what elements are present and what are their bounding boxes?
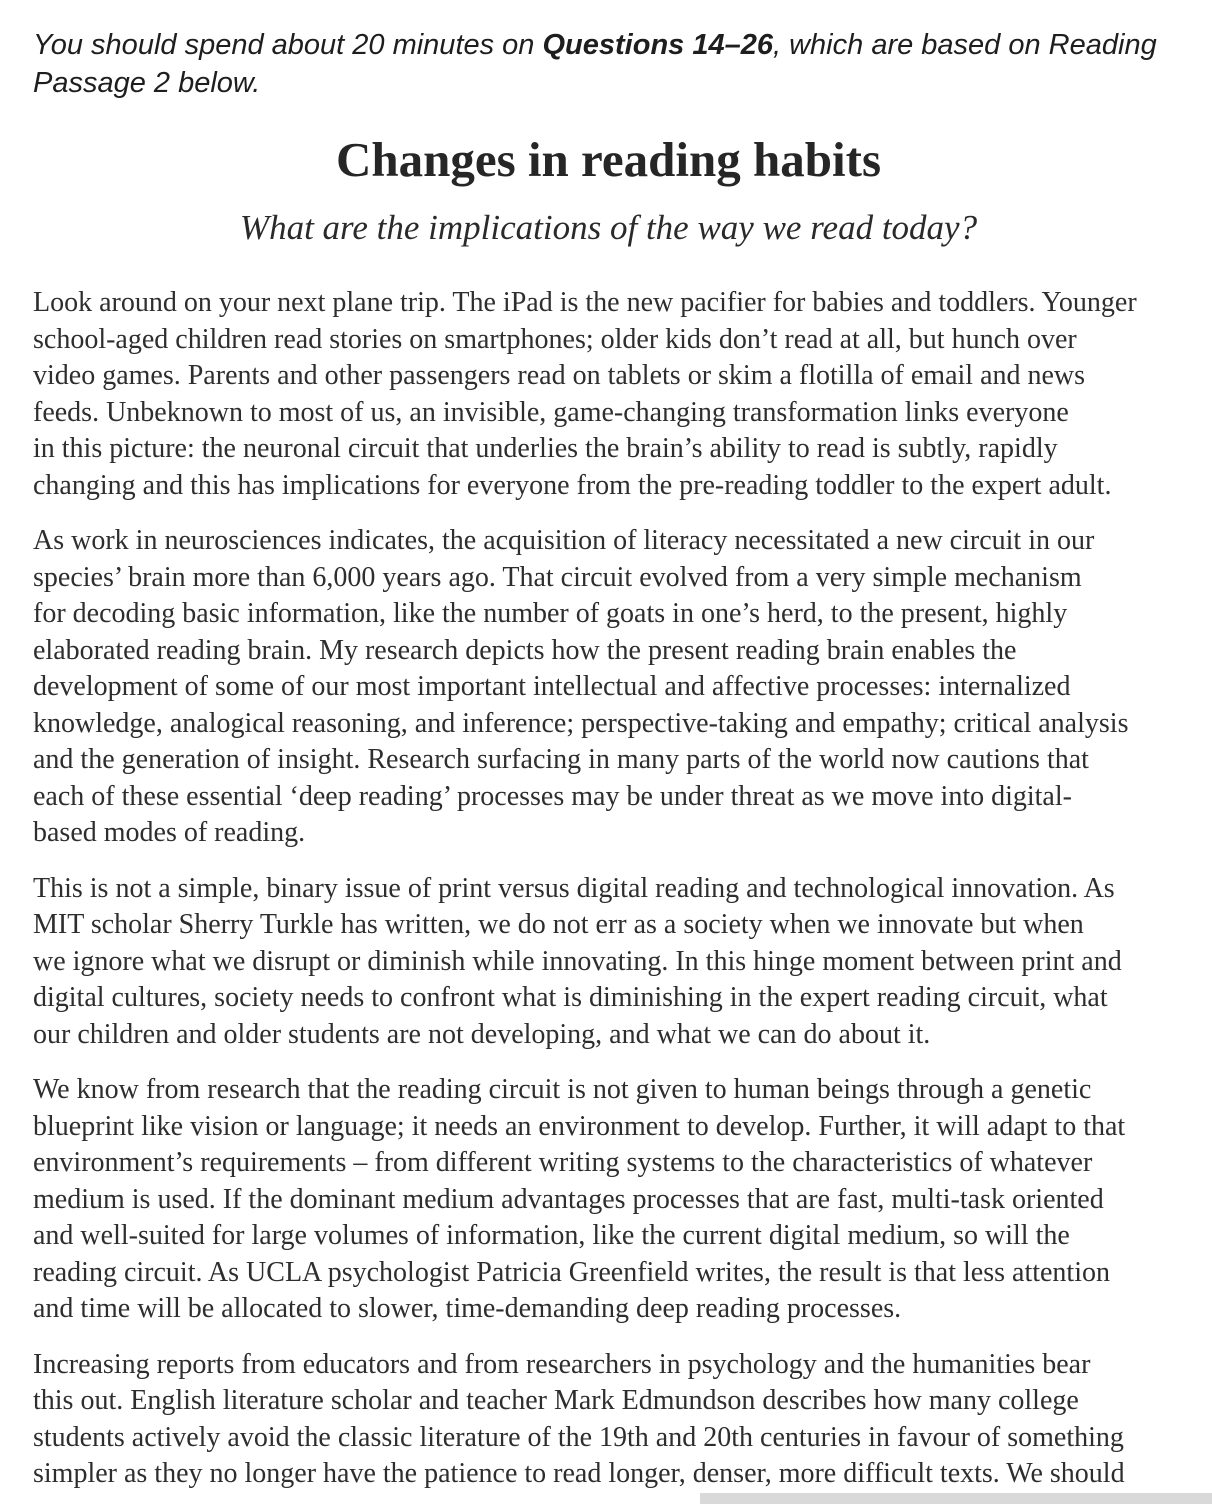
text-line: medium is used. If the dominant medium advantages processes that are fast, multi-task oriented — [33, 1183, 1104, 1215]
text-line: Look around on your next plane trip. The iPad is the new pacifier for babies and toddlers. Younger — [33, 287, 1137, 318]
paragraph-1 — [33, 285, 1184, 504]
text-line: feeds. Unbeknown to most of us, an invisible, game-changing transformation links everyone — [33, 396, 1069, 428]
text-line: development of some of our most important intellectual and affective processes: internalized — [33, 671, 1071, 702]
text-line: MIT scholar Sherry Turkle has written, we do not err as a society when we innovate but when — [33, 909, 1084, 940]
paragraph-3 — [33, 871, 1184, 1054]
instruction-suffix: , which are based on Reading — [773, 29, 1157, 61]
text-line: we ignore what we disrupt or diminish while innovating. In this hinge moment between print and — [33, 945, 1122, 977]
instruction-line-1 — [33, 29, 1157, 61]
passage-title: Changes in reading habits — [335, 132, 882, 187]
text-line: and well-suited for large volumes of information, like the current digital medium, so will the — [33, 1220, 1070, 1251]
paragraph-2 — [33, 523, 1184, 852]
text-line: knowledge, analogical reasoning, and inference; perspective-taking and empathy; critical analysis — [33, 707, 1129, 739]
passage-body — [33, 285, 1184, 1493]
text-line: simpler as they no longer have the patience to read longer, denser, more difficult texts. We should — [33, 1458, 1125, 1489]
text-line: environment’s requirements – from different writing systems to the characteristics of whatever — [33, 1147, 1093, 1178]
text-line: reading circuit. As UCLA psychologist Patricia Greenfield writes, the result is that less attention — [33, 1256, 1110, 1288]
text-line: digital cultures, society needs to confront what is diminishing in the expert reading circuit, what — [33, 982, 1108, 1013]
questions-range: Questions 14–26 — [542, 29, 773, 61]
passage-subtitle: What are the implications of the way we read today? — [239, 208, 978, 247]
text-line: school-aged children read stories on smartphones; older kids don’t read at all, but hunch over — [33, 323, 1077, 355]
scan-artifact-bar — [700, 1493, 1212, 1504]
text-line: As work in neurosciences indicates, the acquisition of literacy necessitated a new circuit in our — [33, 525, 1095, 556]
paragraph-5 — [33, 1347, 1184, 1493]
text-line: and time will be allocated to slower, time-demanding deep reading processes. — [33, 1293, 902, 1324]
instruction-prefix: You should spend about 20 minutes on — [33, 29, 543, 61]
text-line: in this picture: the neuronal circuit that underlies the brain’s ability to read is subtly, rapidly — [33, 433, 1058, 464]
timing-instruction — [33, 26, 1184, 102]
text-line: elaborated reading brain. My research depicts how the present reading brain enables the — [33, 634, 1017, 666]
text-line: species’ brain more than 6,000 years ago. That circuit evolved from a very simple mechanism — [33, 561, 1082, 593]
text-line: each of these essential ‘deep reading’ processes may be under threat as we move into digital- — [33, 780, 1072, 812]
text-line: We know from research that the reading circuit is not given to human beings through a genetic — [33, 1074, 1092, 1105]
text-line: video games. Parents and other passengers read on tablets or skim a flotilla of email and news — [33, 360, 1086, 391]
text-line: based modes of reading. — [33, 817, 306, 848]
text-line: Increasing reports from educators and from researchers in psychology and the humanities bear — [33, 1348, 1091, 1380]
text-line: This is not a simple, binary issue of print versus digital reading and technological innovation. As — [33, 872, 1115, 904]
paragraph-4 — [33, 1072, 1184, 1328]
text-line: for decoding basic information, like the number of goats in one’s herd, to the present, highly — [33, 598, 1068, 629]
instruction-line-2: Passage 2 below. — [33, 67, 261, 99]
text-line: changing and this has implications for everyone from the pre-reading toddler to the expert adult. — [33, 469, 1112, 501]
text-line: this out. English literature scholar and teacher Mark Edmundson describes how many college — [33, 1385, 1079, 1416]
text-line: our children and older students are not developing, and what we can do about it. — [33, 1018, 931, 1050]
text-line: students actively avoid the classic literature of the 19th and 20th centuries in favour of something — [33, 1421, 1124, 1453]
text-line: blueprint like vision or language; it needs an environment to develop. Further, it will adapt to that — [33, 1110, 1126, 1142]
text-line: and the generation of insight. Research surfacing in many parts of the world now cautions that — [33, 744, 1089, 775]
